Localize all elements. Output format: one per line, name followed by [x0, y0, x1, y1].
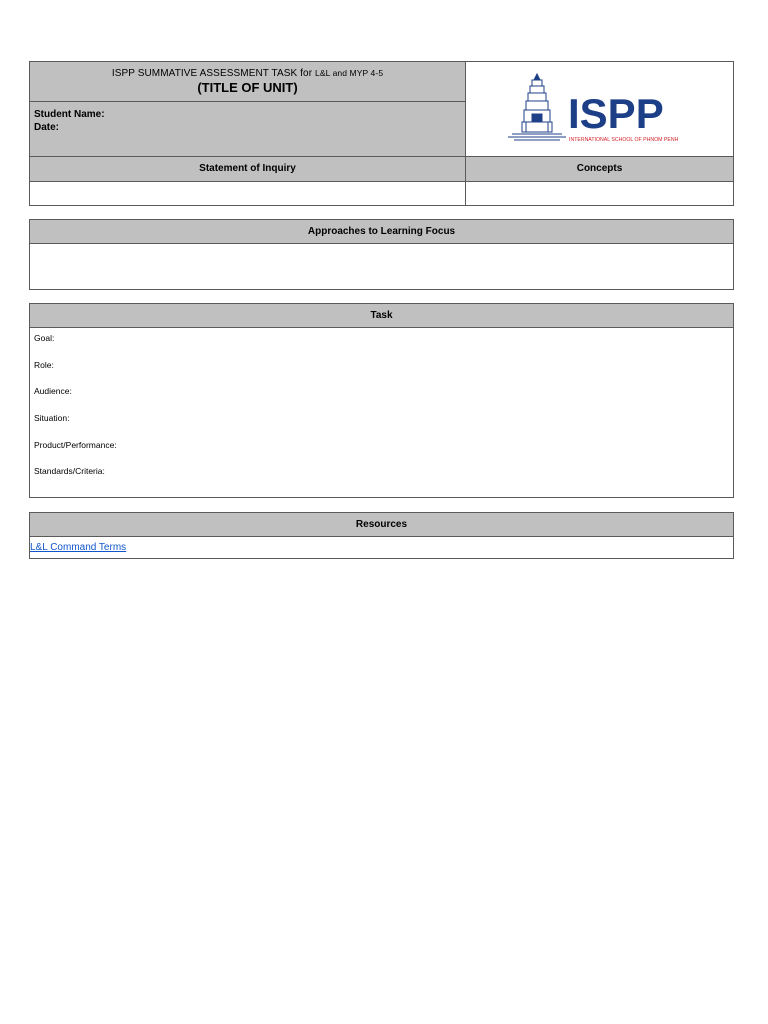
atl-field[interactable] [30, 244, 733, 289]
role-field[interactable]: Role: [34, 359, 54, 370]
resources-section [29, 512, 734, 559]
logo-wordmark: ISPP [568, 90, 664, 137]
ispp-logo [506, 70, 706, 150]
task-fields [30, 328, 733, 492]
assessment-title-main: ISPP SUMMATIVE ASSESSMENT TASK for [111, 68, 316, 79]
product-performance-field[interactable]: Product/Performance: [34, 439, 117, 450]
title-cell [30, 62, 466, 102]
task-header: Task [30, 304, 733, 328]
assessment-title-programmes: L&L and MYP 4-5 [315, 68, 384, 78]
logo-cell [466, 62, 733, 157]
concepts-header: Concepts [466, 157, 733, 182]
temple-icon [508, 74, 566, 140]
unit-title: (TITLE OF UNIT) [197, 80, 298, 95]
statement-of-inquiry-field[interactable] [30, 182, 466, 205]
situation-field[interactable]: Situation: [34, 413, 70, 424]
goal-field[interactable]: Goal: [34, 333, 55, 343]
student-info-cell[interactable] [30, 102, 466, 157]
logo-tagline: INTERNATIONAL SCHOOL OF PHNOM PENH [569, 137, 679, 143]
assessment-title-line [30, 68, 465, 79]
atl-header: Approaches to Learning Focus [30, 220, 733, 244]
concepts-field[interactable] [466, 182, 733, 205]
student-name-label: Student Name: [34, 109, 105, 120]
resources-header: Resources [30, 513, 733, 537]
assessment-header-table [29, 61, 734, 206]
audience-field[interactable]: Audience: [34, 386, 72, 397]
atl-section [29, 219, 734, 290]
standards-criteria-field[interactable]: Standards/Criteria: [34, 466, 105, 477]
date-label: Date: [34, 122, 60, 133]
task-section [29, 303, 734, 498]
statement-of-inquiry-header: Statement of Inquiry [30, 157, 466, 182]
command-terms-link[interactable]: L&L Command Terms [30, 542, 127, 553]
